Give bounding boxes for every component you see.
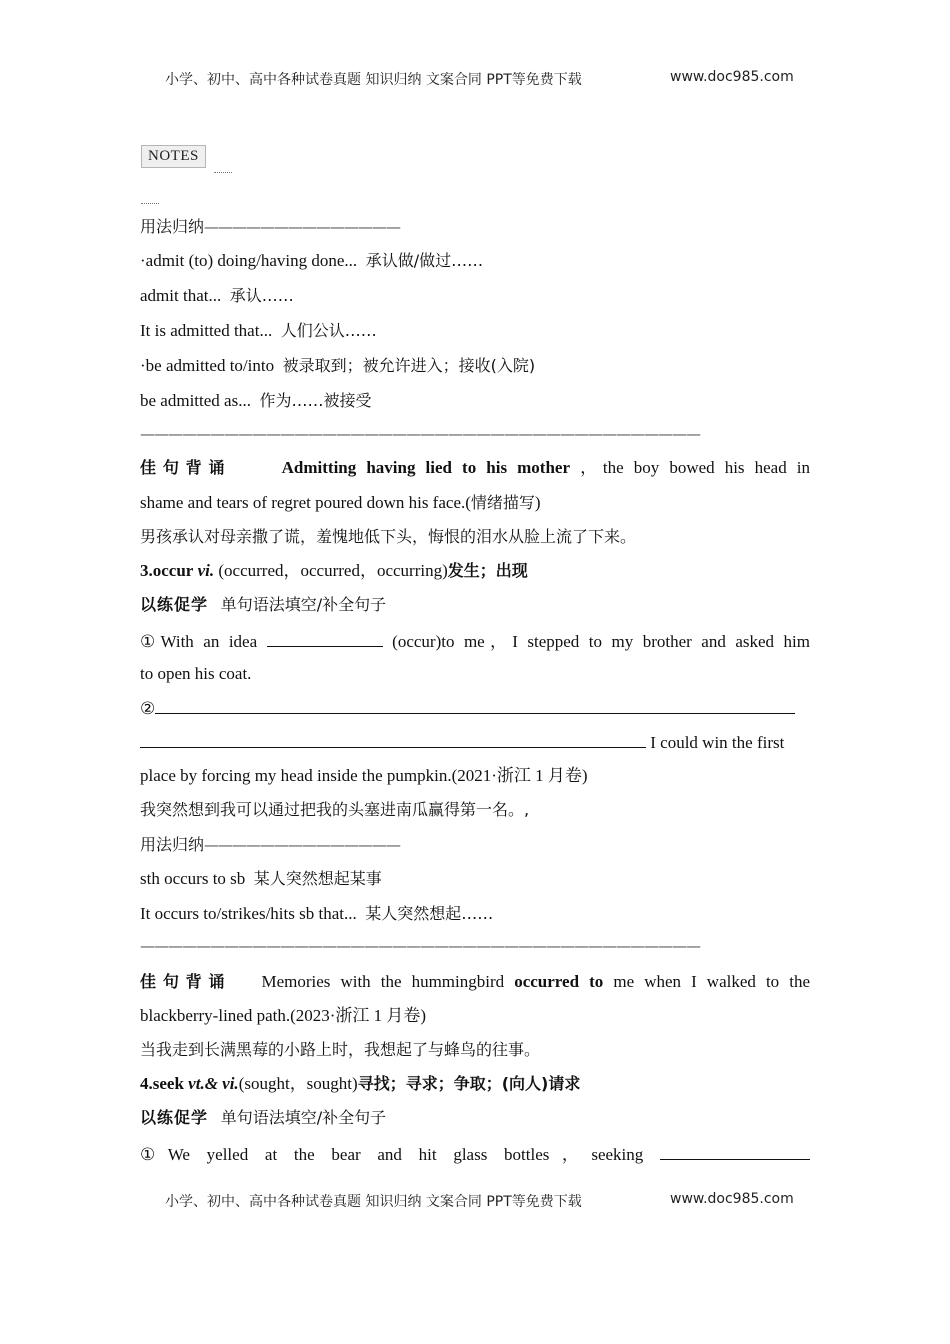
usage-line: be admitted as... 作为……被接受 — [140, 391, 372, 410]
answer-blank[interactable] — [267, 630, 383, 647]
usage-end-rule: ———————————————————————————————————————— — [140, 937, 700, 955]
header-text: 小学、初中、高中各种试卷真题 知识归纳 文案合同 PPT等免费下载 — [165, 72, 582, 88]
vocab-entry-occur: 3.occur vi. (occurred，occurred，occurring)发生；出现 — [140, 561, 528, 580]
usage-title: 用法归纳—————————————— — [140, 835, 401, 854]
sentence-recite-line: blackberry-lined path.(2023·浙江 1 月卷) — [140, 1006, 427, 1025]
answer-blank[interactable] — [660, 1143, 810, 1160]
exercise-line: ①With an idea (occur)to me，I stepped to my brother and asked him — [140, 632, 810, 651]
exercise-line: ② — [140, 697, 810, 720]
sentence-recite-line: shame and tears of regret poured down his face.(情绪描写) — [140, 493, 541, 512]
usage-line: ·admit (to) doing/having done... 承认做/做过…… — [140, 251, 484, 270]
header-url[interactable]: www.doc985.com — [670, 69, 794, 85]
footer-url[interactable]: www.doc985.com — [670, 1191, 794, 1207]
exercise-line: to open his coat. — [140, 664, 252, 683]
answer-blank[interactable] — [140, 731, 646, 748]
vocab-entry-seek: 4.seek vt.& vi.(sought，sought)寻找；寻求；争取；(向人)请求 — [140, 1074, 581, 1093]
answer-blank[interactable] — [155, 697, 795, 714]
usage-line: It is admitted that... 人们公认…… — [140, 321, 377, 340]
usage-line: admit that... 承认…… — [140, 286, 294, 305]
exercise-line: place by forcing my head inside the pumpkin.(2021·浙江 1 月卷) — [140, 766, 588, 785]
usage-line: It occurs to/strikes/hits sb that... 某人突然想起…… — [140, 904, 494, 923]
exercise-line: I could win the first — [140, 731, 810, 754]
practice-header: 以练促学 单句语法填空/补全句子 — [140, 1108, 387, 1127]
exercise-line: ①We yelled at the bear and hit glass bottles，seeking — [140, 1143, 810, 1165]
exercise-translation: 我突然想到我可以通过把我的头塞进南瓜赢得第一名。, — [140, 800, 530, 819]
usage-end-rule: ———————————————————————————————————————— — [140, 425, 700, 443]
usage-line: ·be admitted to/into 被录取到；被允许进入；接收(入院) — [140, 356, 536, 375]
usage-title: 用法归纳—————————————— — [140, 217, 401, 236]
practice-header: 以练促学 单句语法填空/补全句子 — [140, 595, 387, 614]
usage-line: sth occurs to sb 某人突然想起某事 — [140, 869, 382, 888]
small-rule — [141, 203, 159, 204]
notes-underline — [214, 172, 232, 173]
sentence-translation: 男孩承认对母亲撒了谎，羞愧地低下头，悔恨的泪水从脸上流了下来。 — [140, 527, 637, 546]
footer-text: 小学、初中、高中各种试卷真题 知识归纳 文案合同 PPT等免费下载 — [165, 1194, 582, 1210]
sentence-translation: 当我走到长满黑莓的小路上时，我想起了与蜂鸟的往事。 — [140, 1040, 541, 1059]
notes-label: NOTES — [141, 145, 206, 168]
sentence-recite-line: 佳句背诵 Memories with the hummingbird occurred to me when I walked to the — [140, 972, 810, 991]
sentence-recite-line: 佳句背诵 Admitting having lied to his mother ，the boy bowed his head in — [140, 458, 810, 477]
